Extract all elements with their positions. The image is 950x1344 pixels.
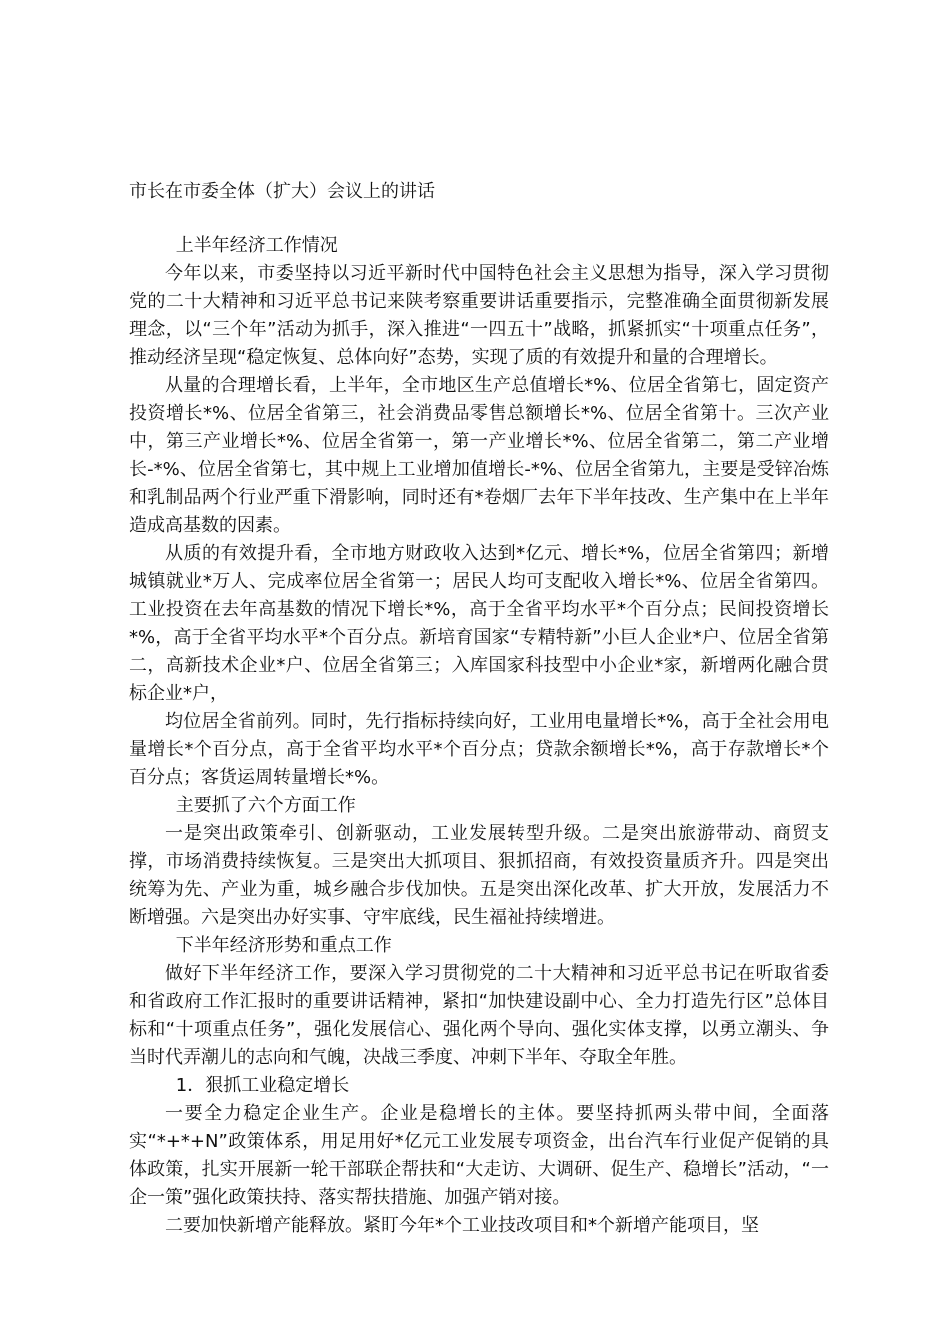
paragraph: 做好下半年经济工作，要深入学习贯彻党的二十大精神和习近平总书记在听取省委和省政府工作汇报时的重要讲话精神，紧扣“加快建设副中心、全力打造先行区”总体目标和“十项重点任务”，强化发展信心、强化两个导向、强化实体支撑，以勇立潮头、争当时代弄潮儿的志向和气魄，决战三季度、冲刺下半年、夺取全年胜。: [129, 963, 829, 1068]
paragraph: 从量的合理增长看，上半年，全市地区生产总值增长*%、位居全省第七，固定资产投资增长*%、位居全省第三，社会消费品零售总额增长*%、位居全省第十。三次产业中，第三产业增长*%、位居全省第一，第一产业增长*%、位居全省第二，第二产业增长-*%、位居全省第七，其中规上工业增加值增长-*%、位居全省第九，主要是受锌冶炼和乳制品两个行业严重下滑影响，同时还有*卷烟厂去年下半年技改、生产集中在上半年造成高基数的因素。: [129, 375, 829, 536]
section-heading: 主要抓了六个方面工作: [175, 795, 356, 816]
paragraph: 一要全力稳定企业生产。企业是稳增长的主体。要坚持抓两头带中间，全面落实“*+*+N”政策体系，用足用好*亿元工业发展专项资金，出台汽车行业促产促销的具体政策，扎实开展新一轮干部联企帮扶和“大走访、大调研、促生产、稳增长”活动，“一企一策”强化政策扶持、落实帮扶措施、加强产销对接。: [129, 1103, 829, 1208]
document-body: [129, 232, 829, 1240]
section-heading: 1．狠抓工业稳定增长: [175, 1075, 350, 1096]
paragraph: 均位居全省前列。同时，先行指标持续向好，工业用电量增长*%，高于全社会用电量增长*个百分点，高于全省平均水平*个百分点；贷款余额增长*%，高于存款增长*个百分点；客货运周转量增长*%。: [129, 711, 829, 788]
paragraph: 一是突出政策牵引、创新驱动，工业发展转型升级。二是突出旅游带动、商贸支撑，市场消费持续恢复。三是突出大抓项目、狠抓招商，有效投资量质齐升。四是突出统筹为先、产业为重，城乡融合步伐加快。五是突出深化改革、扩大开放，发展活力不断增强。六是突出办好实事、守牢底线，民生福祉持续增进。: [129, 823, 829, 928]
paragraph: 今年以来，市委坚持以习近平新时代中国特色社会主义思想为指导，深入学习贯彻党的二十大精神和习近平总书记来陕考察重要讲话重要指示，完整准确全面贯彻新发展理念，以“三个年”活动为抓手，深入推进“一四五十”战略，抓紧抓实“十项重点任务”，推动经济呈现“稳定恢复、总体向好”态势，实现了质的有效提升和量的合理增长。: [129, 263, 829, 368]
section-heading: 下半年经济形势和重点工作: [175, 935, 392, 956]
paragraph: 从质的有效提升看，全市地方财政收入达到*亿元、增长*%，位居全省第四；新增城镇就业*万人、完成率位居全省第一；居民人均可支配收入增长*%、位居全省第四。工业投资在去年高基数的情况下增长*%，高于全省平均水平*个百分点；民间投资增长*%，高于全省平均水平*个百分点。新培育国家“专精特新”小巨人企业*户、位居全省第二，高新技术企业*户、位居全省第三；入库国家科技型中小企业*家，新增两化融合贯标企业*户，: [129, 543, 829, 704]
document-title: 市长在市委全体（扩大）会议上的讲话: [129, 181, 435, 202]
section-heading: 上半年经济工作情况: [175, 235, 338, 256]
paragraph: 二要加快新增产能释放。紧盯今年*个工业技改项目和*个新增产能项目，坚: [165, 1215, 759, 1236]
